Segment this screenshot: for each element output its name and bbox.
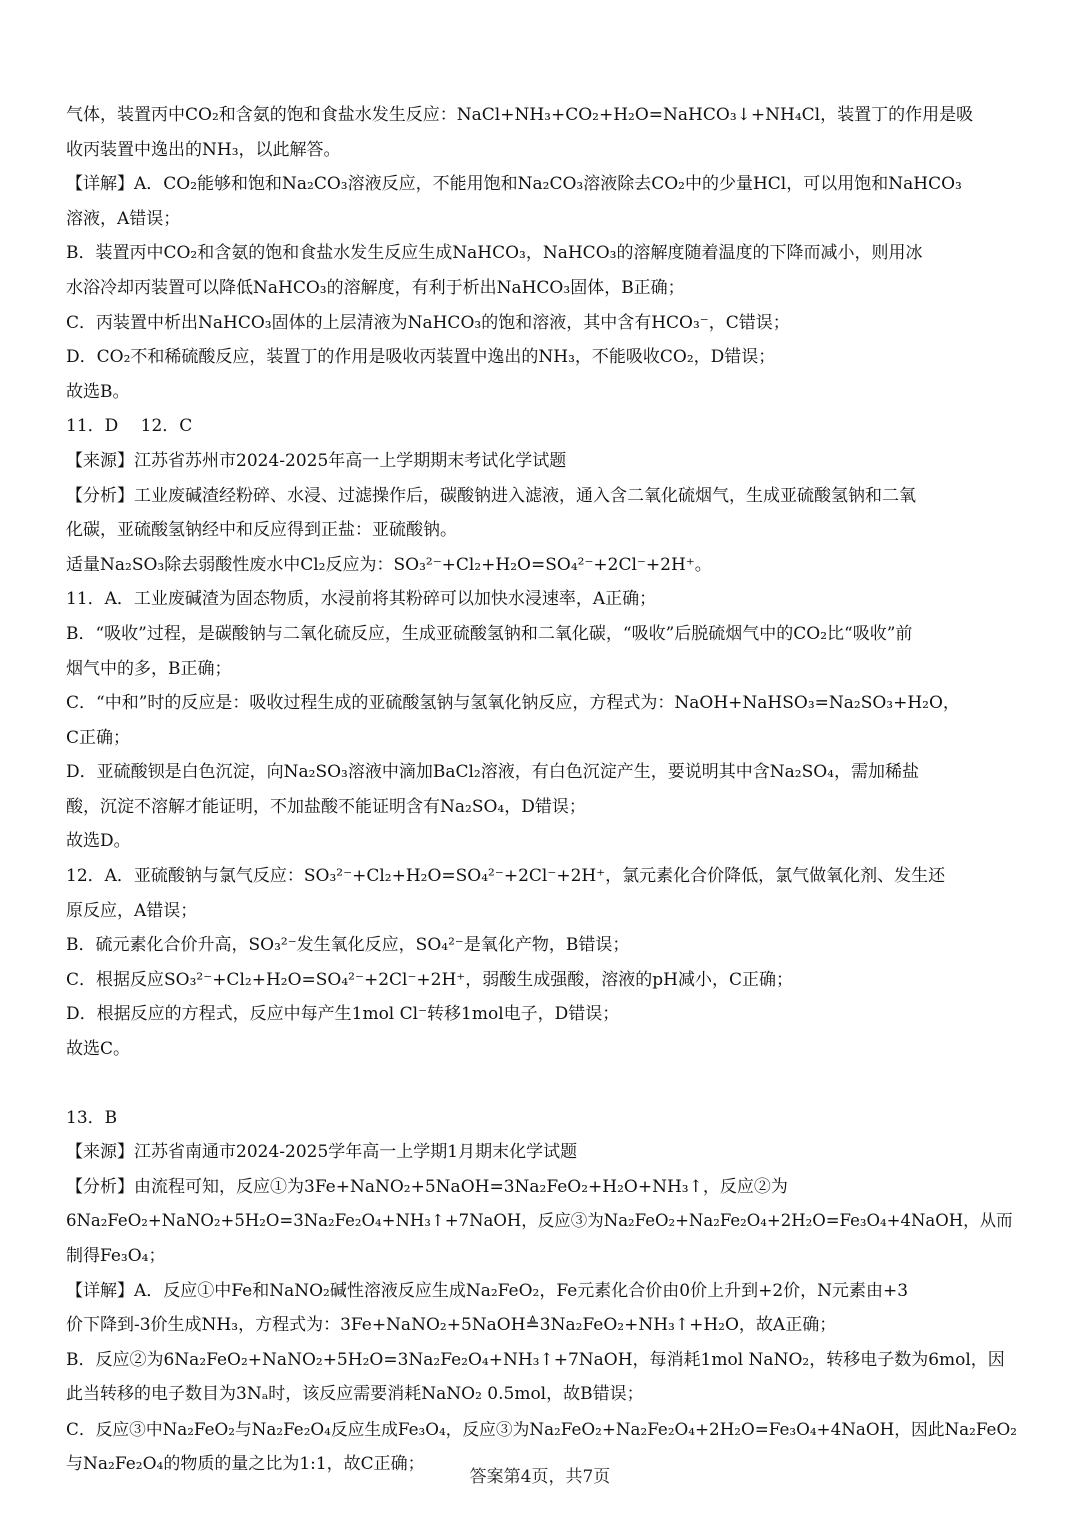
text-line: B．反应②为6Na₂FeO₂+NaNO₂+5H₂O=3Na₂Fe₂O₄+NH₃↑+7NaOH，每消耗1mol NaNO₂，转移电子数为6mol，因	[66, 1349, 1005, 1370]
text-line: 故选C。	[66, 1039, 131, 1060]
text-line: 价下降到-3价生成NH₃，方程式为：3Fe+NaNO₂+5NaOH≜3Na₂FeO₂+NH₃↑+H₂O，故A正确；	[66, 1315, 837, 1336]
text-line: 与Na₂Fe₂O₄的物质的量之比为1:1，故C正确；	[66, 1453, 425, 1474]
answer-text-block-1	[66, 98, 1020, 1067]
text-line: 收丙装置中逸出的NH₃，以此解答。	[66, 139, 341, 160]
text-line: 【来源】江苏省苏州市2024-2025年高一上学期期末考试化学试题	[66, 450, 567, 471]
text-line: 酸，沉淀不溶解才能证明，不加盐酸不能证明含有Na₂SO₄，D错误；	[66, 796, 586, 817]
text-line: C．丙装置中析出NaHCO₃固体的上层清液为NaHCO₃的饱和溶液，其中含有HCO₃⁻，C错误；	[66, 312, 790, 333]
text-line: 6Na₂FeO₂+NaNO₂+5H₂O=3Na₂Fe₂O₄+NH₃↑+7NaOH，反应③为Na₂FeO₂+Na₂Fe₂O₄+2H₂O=Fe₃O₄+4NaOH，从而	[66, 1211, 1013, 1231]
paragraph-gap	[66, 1067, 1020, 1101]
text-line: 【详解】A．反应①中Fe和NaNO₂碱性溶液反应生成Na₂FeO₂，Fe元素化合价由0价上升到+2价，N元素由+3	[66, 1280, 909, 1301]
text-line: 13．B	[66, 1107, 118, 1128]
text-line: 烟气中的多，B正确；	[66, 658, 232, 679]
text-line: 适量Na₂SO₃除去弱酸性废水中Cl₂反应为：SO₃²⁻+Cl₂+H₂O=SO₄²⁻+2Cl⁻+2H⁺。	[66, 554, 712, 575]
page-footer: 答案第4页，共7页	[469, 1467, 611, 1487]
text-line: 11．D 12．C	[66, 416, 193, 437]
text-line: C．“中和”时的反应是：吸收过程生成的亚硫酸氢钠与氢氧化钠反应，方程式为：NaOH+NaHSO₃=Na₂SO₃+H₂O，	[66, 693, 960, 714]
text-line: 【分析】工业废碱渣经粉碎、水浸、过滤操作后，碳酸钠进入滤液，通入含二氧化硫烟气，生成亚硫酸氢钠和二氧	[66, 485, 916, 506]
text-line: B．硫元素化合价升高，SO₃²⁻发生氧化反应，SO₄²⁻是氧化产物，B错误；	[66, 935, 630, 956]
text-line: 【来源】江苏省南通市2024-2025学年高一上学期1月期末化学试题	[66, 1142, 578, 1163]
text-line: 水浴冷却丙装置可以降低NaHCO₃的溶解度，有利于析出NaHCO₃固体，B正确；	[66, 277, 685, 298]
text-line: D．CO₂不和稀硫酸反应，装置丁的作用是吸收丙装置中逸出的NH₃，不能吸收CO₂，D错误；	[66, 347, 776, 368]
text-line: 12．A．亚硫酸钠与氯气反应：SO₃²⁻+Cl₂+H₂O=SO₄²⁻+2Cl⁻+2H⁺，氯元素化合价降低，氯气做氧化剂、发生还	[66, 866, 946, 887]
answer-text-block-2	[66, 1101, 1020, 1482]
text-line: D．亚硫酸钡是白色沉淀，向Na₂SO₃溶液中滴加BaCl₂溶液，有白色沉淀产生，要说明其中含Na₂SO₄，需加稀盐	[66, 762, 919, 783]
text-line: 制得Fe₃O₄；	[66, 1246, 166, 1266]
text-line: 气体，装置丙中CO₂和含氨的饱和食盐水发生反应：NaCl+NH₃+CO₂+H₂O=NaHCO₃↓+NH₄Cl，装置丁的作用是吸	[66, 105, 974, 125]
text-line: 化碳，亚硫酸氢钠经中和反应得到正盐：亚硫酸钠。	[66, 520, 457, 541]
text-line: C正确；	[66, 727, 131, 748]
text-line: C．根据反应SO₃²⁻+Cl₂+H₂O=SO₄²⁻+2Cl⁻+2H⁺，弱酸生成强酸，溶液的pH减小，C正确；	[66, 969, 793, 990]
text-line: B．“吸收”过程，是碳酸钠与二氧化硫反应，生成亚硫酸氢钠和二氧化碳，“吸收”后脱硫烟气中的CO₂比“吸收”前	[66, 623, 913, 644]
text-line: 故选D。	[66, 831, 131, 852]
text-line: 11．A．工业废碱渣为固态物质，水浸前将其粉碎可以加快水浸速率，A正确；	[66, 589, 657, 610]
text-line: B．装置丙中CO₂和含氨的饱和食盐水发生反应生成NaHCO₃，NaHCO₃的溶解度随着温度的下降而减小，则用冰	[66, 243, 923, 264]
text-line: 故选B。	[66, 381, 130, 402]
text-line: 【详解】A．CO₂能够和饱和Na₂CO₃溶液反应，不能用饱和Na₂CO₃溶液除去CO₂中的少量HCl，可以用饱和NaHCO₃	[66, 174, 962, 195]
text-line: D．根据反应的方程式，反应中每产生1mol Cl⁻转移1mol电子，D错误；	[66, 1004, 620, 1025]
text-line: 原反应，A错误；	[66, 900, 198, 921]
text-line: 溶液，A错误；	[66, 208, 181, 229]
text-line: 【分析】由流程可知，反应①为3Fe+NaNO₂+5NaOH=3Na₂FeO₂+H₂O+NH₃↑，反应②为	[66, 1176, 788, 1197]
text-line: C．反应③中Na₂FeO₂与Na₂Fe₂O₄反应生成Fe₃O₄，反应③为Na₂FeO₂+Na₂Fe₂O₄+2H₂O=Fe₃O₄+4NaOH，因此Na₂FeO₂	[66, 1418, 1017, 1439]
text-line: 此当转移的电子数目为3Nₐ时，该反应需要消耗NaNO₂ 0.5mol，故B错误；	[66, 1384, 644, 1405]
